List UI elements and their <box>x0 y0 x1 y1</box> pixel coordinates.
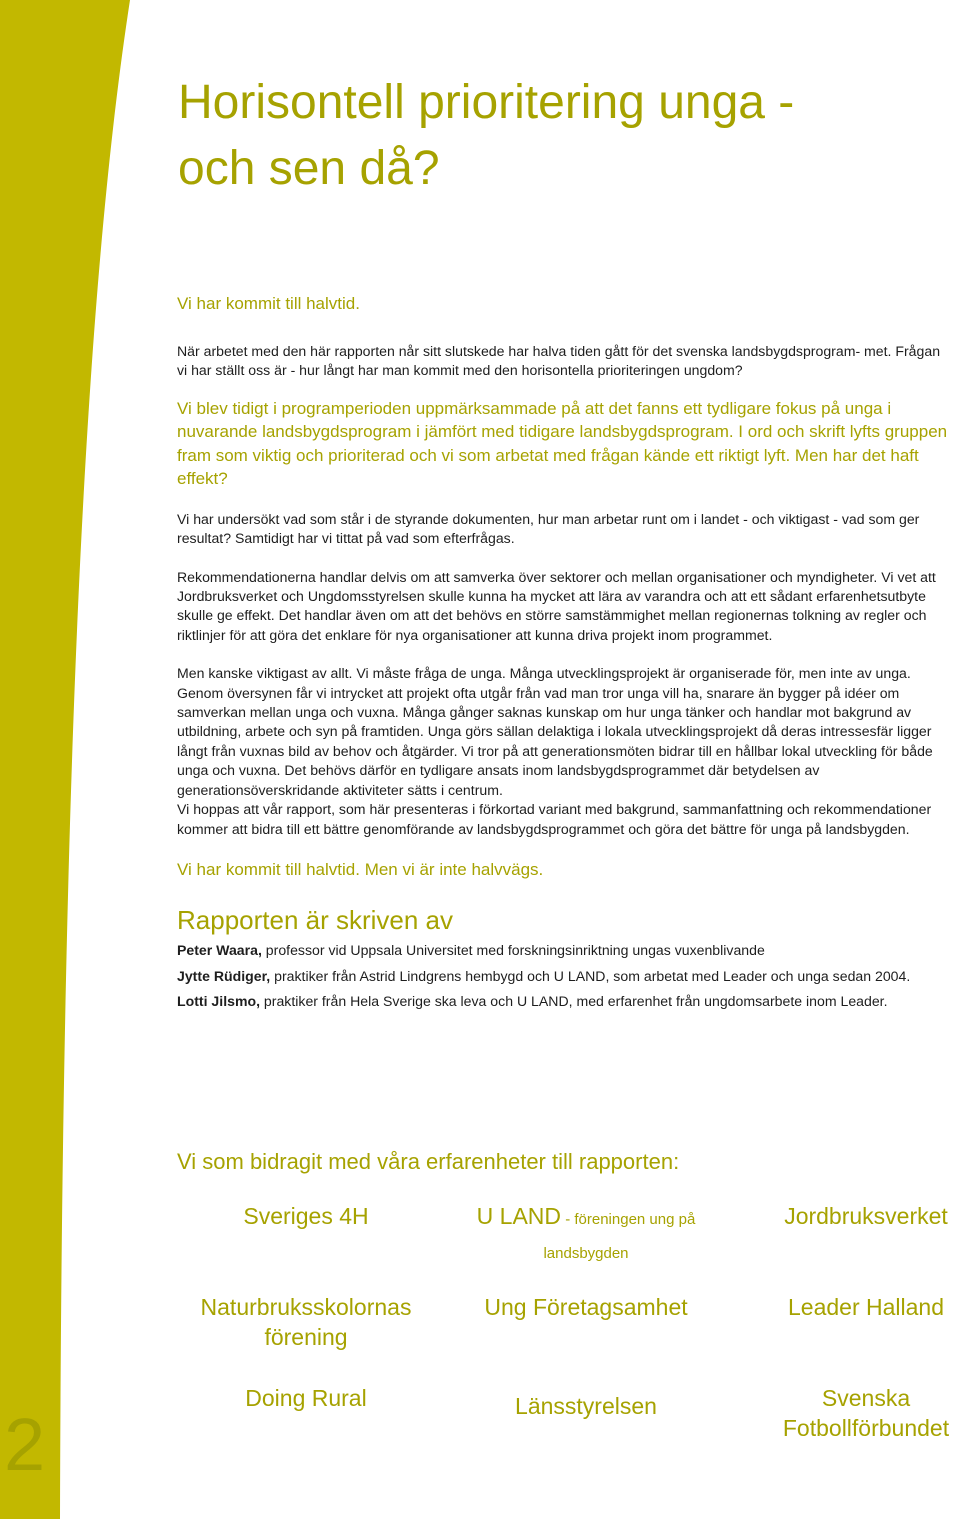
author-name: Jytte Rüdiger, <box>177 967 271 984</box>
highlight-paragraph: Vi blev tidigt i programperioden uppmärksammade på att det fanns ett tydligare fokus på unga i nuvarande landsbygdsprogram i jämfört med tidigare landsbygdsprogram. I ord och skrift lyfts gruppen fram som viktig och prioriterad och vi som arbetat med frågan kände ett riktigt lyft. Men har det haft effekt? <box>177 398 948 489</box>
page-title <box>178 70 948 202</box>
org-u-land-name: U LAND <box>476 1203 562 1229</box>
author-desc: professor vid Uppsala Universitet med forskningsinriktning ungas vuxenblivande <box>261 942 765 959</box>
intro-lead: Vi har kommit till halvtid. <box>177 294 360 313</box>
paragraph-5: Men kanske viktigast av allt. Vi måste fråga de unga. Många utvecklingsprojekt är organiserade för, men inte av unga. Genom översynen får vi intrycket att projekt ofta utgår från vad man tror unga vill ha, snarare än bygger på idéer om samverkan mellan unga och vuxna. Många gånger saknas kunskap om hur unga tänker och handlar mot bakgrund av utbildning, arbete och syn på framtiden. Unga görs sällan delaktiga i lokala utvecklingsprojekt då deras intressesfär ligger långt från vuxnas bild av behov och åtgärder. Vi tror på att generationsmöten bidrar till en hållbar lokal utveckling för både unga och vuxna. Det behövs därför en tydligare ansats inom landsbygdsprogrammet där betydelsen av generationsöverskridande aktiviteter sätts i centrum. <box>177 665 933 798</box>
org-doing-rural: Doing Rural <box>245 1385 367 1411</box>
page-number: 2 <box>4 1403 46 1486</box>
contributors-heading: Vi som bidragit med våra erfarenheter till rapporten: <box>177 1149 680 1174</box>
org-leader-halland: Leader Halland <box>787 1294 944 1320</box>
org-jordbruksverket: Jordbruksverket <box>784 1203 948 1229</box>
org-ung-foretagsamhet: Ung Företagsamhet <box>484 1294 688 1320</box>
accent-band <box>0 0 130 1519</box>
org-u-land <box>452 1201 720 1269</box>
author-item <box>177 941 953 960</box>
org-svenska-fotbollforbundet: Svenska Fotbollförbundet <box>782 1385 950 1441</box>
paragraph-4: Rekommendationerna handlar delvis om att samverka över sektorer och mellan organisationer och myndigheter. Vi vet att Jordbruksverket och Ungdomsstyrelsen skulle kunna ha mycket att lära av varandra och att ett sådant erfarenhetsutbyte skulle ge effekt. Det handlar även om att det behövs en större samstämmighet mellan regionernas tolkning av regler och riktlinjer för att göra det enklare för nya organisationer att kunna driva projekt inom programmet. <box>177 568 936 643</box>
org-sveriges-4h: Sveriges 4H <box>243 1203 369 1229</box>
author-name: Peter Waara, <box>177 942 262 959</box>
org-naturbruksskolornas-forening: Naturbruksskolornas förening <box>200 1294 412 1350</box>
main-content <box>177 292 953 1012</box>
title-line-2: och sen då? <box>178 142 440 195</box>
author-item <box>177 967 953 986</box>
paragraph-3: Vi har undersökt vad som står i de styrande dokumenten, hur man arbetar runt om i landet - och viktigast - vad som ger resultat? Samtidigt har vi tittat på vad som efterfrågas. <box>177 510 920 547</box>
author-desc: praktiker från Hela Sverige ska leva och U LAND, med erfarenhet från ungdomsarbete inom Leader. <box>260 993 888 1010</box>
org-lansstyrelsen: Länsstyrelsen <box>515 1393 657 1419</box>
paragraph-6: Vi hoppas att vår rapport, som här presenteras i förkortad variant med bakgrund, sammanfattning och rekommendationer kommer att bidra till ett bättre genomförande av landsbygdsprogrammet och göra det bättre för unga på landsbygden. <box>177 801 932 837</box>
title-line-1: Horisontell prioritering unga - <box>178 76 795 129</box>
paragraph-1: När arbetet med den här rapporten når sitt slutskede har halva tiden gått för det svenska landsbygdsprogram- met. Frågan vi har ställt oss är - hur långt har man kommit med den horisontella prioriteringen ungdom? <box>177 343 941 379</box>
author-desc: praktiker från Astrid Lindgrens hembygd och U LAND, som arbetat med Leader och unga sedan 2004. <box>270 967 911 984</box>
author-item <box>177 992 953 1011</box>
closing-statement: Vi har kommit till halvtid. Men vi är inte halvvägs. <box>177 859 544 879</box>
author-name: Lotti Jilsmo, <box>177 993 261 1010</box>
authors-heading: Rapporten är skriven av <box>177 905 454 936</box>
org-u-land-sub: - föreningen ung på landsbygden <box>543 1211 696 1262</box>
